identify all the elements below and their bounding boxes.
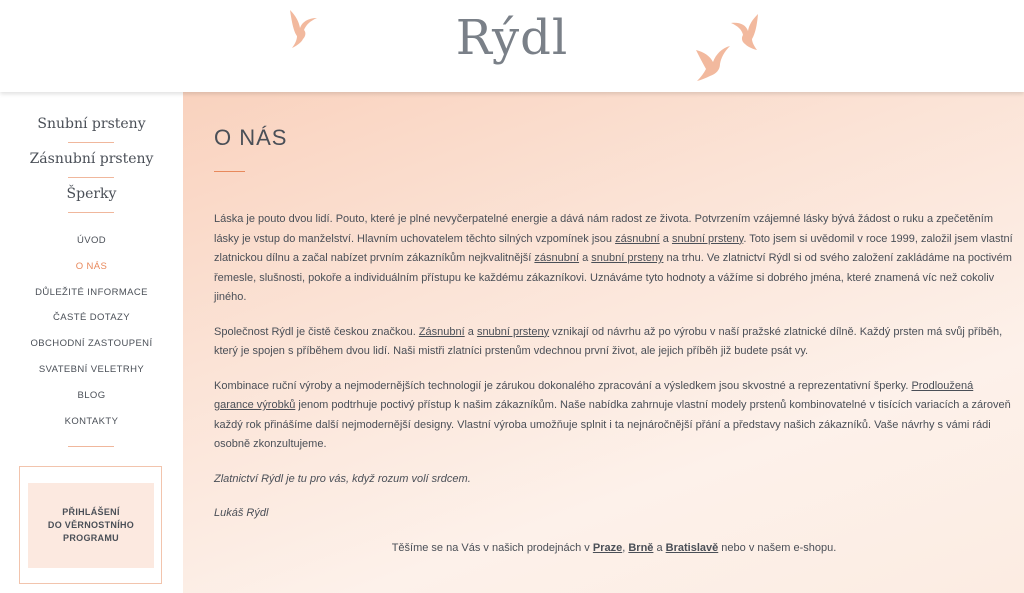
text: vznikají od návrhu až po výrobu v naší pražské zlatnické dílně. Každý prsten má svůj příběh, který je spojen s příběhem dvou lidí. Naši mistři zlatníci prstenům vdechnou první život, ale jejich příběh již budete psát vy. [214, 325, 1003, 357]
link-engagement-rings[interactable]: Zásnubní [418, 325, 465, 338]
text: a [653, 541, 666, 554]
loyalty-box [19, 466, 162, 584]
nav-item-uvod[interactable]: ÚVOD [76, 235, 107, 246]
text: Společnost Rýdl je čistě českou značkou. [214, 325, 419, 338]
quote: Zlatnictví Rýdl je tu pro vás, když rozum volí srdcem. [214, 472, 471, 485]
sidebar-category-jewelry[interactable]: Šperky [66, 186, 117, 202]
link-extended-warranty[interactable]: Prodloužená garance výrobků [214, 379, 974, 411]
text: a [464, 325, 477, 338]
loyalty-line3: PROGRAMU [63, 533, 119, 543]
text: a [659, 232, 672, 245]
loyalty-line1: PŘIHLÁŠENÍ [62, 507, 120, 517]
link-engagement-rings[interactable]: zásnubní [615, 232, 660, 245]
site-logo[interactable]: Rýdl [455, 10, 569, 66]
text: a [579, 252, 592, 264]
nav-item-o-nas[interactable]: O NÁS [75, 260, 108, 272]
link-wedding-rings[interactable]: snubní prsteny [671, 232, 744, 245]
text: . Toto jsem si uvědomil v roce 1999, založil jsem vlastní zlatnickou dílnu a začal nabízet prvním zákazníkům nejkvalitnější [214, 232, 1013, 264]
loyalty-login-button[interactable] [28, 483, 154, 568]
closing-paragraph [214, 539, 1014, 559]
paragraph-1 [214, 210, 1014, 308]
text: Kombinace ruční výroby a nejmodernějších technologií je zárukou dokonalého zpracování a výsledkem jsou skvostné a reprezentativní šperky. [214, 379, 912, 392]
link-store-bratislava[interactable]: Bratislavě [665, 541, 719, 554]
nav-item-obchodni-zastoupeni[interactable]: OBCHODNÍ ZASTOUPENÍ [30, 338, 153, 350]
divider [68, 142, 114, 143]
text: Těšíme se na Vás v našich prodejnách v [391, 541, 593, 554]
link-store-praha[interactable]: Praze [592, 541, 623, 554]
page-title: O NÁS [214, 125, 288, 150]
nav-item-dulezite-informace[interactable]: DŮLEŽITÉ INFORMACE [35, 286, 148, 298]
main-content [183, 92, 1024, 593]
nav-item-caste-dotazy[interactable]: ČASTÉ DOTAZY [53, 312, 130, 324]
text: Láska je pouto dvou lidí. Pouto, které je plné nevyčerpatelné energie a dává nám radost ze života. Potvrzením vzájemné lásky bývá žádost o ruku a zpečetěním lásky je vstup do manželství. Hlavním uchovatelem těchto silných vzpomínek jsou [214, 213, 993, 245]
sidebar-category-wedding-rings[interactable]: Snubní prsteny [37, 116, 146, 132]
nav-item-blog[interactable]: BLOG [77, 389, 106, 401]
sidebar-category-engagement-rings[interactable]: Zásnubní prsteny [29, 151, 154, 167]
paragraph-2 [214, 323, 1014, 362]
divider [68, 177, 114, 178]
article [214, 210, 1014, 573]
text: na trhu. Ve zlatnictví Rýdl si od svého založení zakládáme na poctivém řemesle, slušnosti, pokoře a individuálním přístupu ke každému zákazníkovi. Uznáváme tyto hodnoty a vážíme si dobrého jména, které znamená víc než cokoliv jiného. [214, 252, 1012, 303]
loyalty-line2: DO VĚRNOSTNÍHO [47, 520, 135, 530]
signature: Lukáš Rýdl [214, 507, 269, 519]
title-divider [214, 171, 245, 172]
divider [68, 212, 114, 213]
link-wedding-rings[interactable]: snubní prsteny [591, 252, 664, 264]
paragraph-3 [214, 377, 1014, 455]
site-header [0, 0, 1024, 92]
link-wedding-rings[interactable]: snubní prsteny [476, 325, 550, 338]
link-store-brno[interactable]: Brně [628, 541, 654, 554]
text: jenom podtrhuje poctivý přístup k našim zákazníkům. Naše nabídka zahrnuje vlastní modely prstenů kombinovatelné v tisících variacích a zároveň každý rok přinášíme další nejmodernější designy. Vlastní výroba umožňuje splnit i ta nejnáročnější přání a představy našich zákazníků. Vaše návrhy s vámi rádi osobně zkonzultujeme. [214, 399, 1011, 450]
nav-item-svatebni-veletrhy[interactable]: SVATEBNÍ VELETRHY [38, 363, 145, 375]
divider [68, 446, 114, 447]
nav-item-kontakty[interactable]: KONTAKTY [64, 415, 119, 427]
link-engagement-rings[interactable]: zásnubní [534, 252, 580, 264]
sidebar [0, 92, 183, 593]
text: , [622, 541, 629, 554]
sidebar-nav [0, 228, 183, 434]
text: nebo v našem e-shopu. [718, 541, 837, 554]
